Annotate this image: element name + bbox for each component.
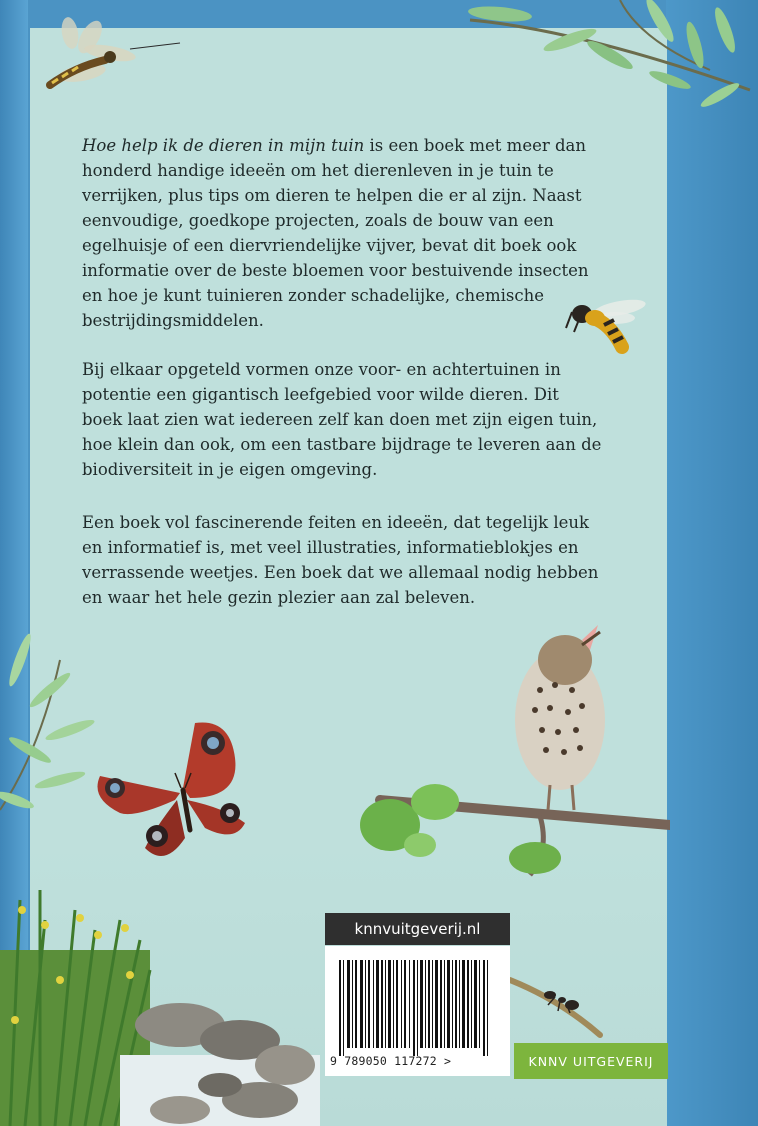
- peacock-butterfly-illustration: [95, 718, 250, 863]
- willow-leaves-left: [0, 620, 110, 820]
- description-paragraph-3: Een boek vol fascinerende feiten en ideeën, dat tegelijk leuk en informatief is, met veel illustraties, informatieblokjes en verrassende weetjes. Een boek dat we allemaal nodig hebben en waar het hele gezin plezier aan zal beleven.: [82, 513, 599, 607]
- paragraph-1-text: is een boek met meer dan honderd handige ideeën om het dierenleven in je tuin te verrijken, plus tips om dieren te helpen die er al zijn. Naast eenvoudige, goedkope projecten, zoals de bouw van een egelhuisje of een diervriendelijke vijver, bevat dit boek ook informatie over de beste bloemen voor bestuivende insecten en hoe je kunt tuinieren zonder schadelijke, chemische bestrijdingsmiddelen.: [82, 136, 589, 330]
- book-title-italic: Hoe help ik de dieren in mijn tuin: [82, 136, 365, 155]
- song-thrush-illustration: [350, 620, 670, 880]
- pond-stones-illustration: [120, 985, 320, 1126]
- frame-right: [666, 0, 758, 1126]
- isbn-digits: 9 789050 117272 >: [330, 1054, 452, 1068]
- publisher-badge: KNNV UITGEVERIJ: [514, 1043, 668, 1079]
- ant-on-twig-illustration: [510, 975, 610, 1045]
- willow-leaves-top-right: [460, 0, 758, 110]
- description-paragraph-1: [82, 133, 602, 333]
- dragonfly-illustration: [30, 5, 190, 95]
- description-paragraph-2: Bij elkaar opgeteld vormen onze voor- en achtertuinen in potentie een gigantisch leefgebied voor wilde dieren. Dit boek laat zien wat iedereen zelf kan doen met zijn eigen tuin, hoe klein dan ook, om een tastbare bijdrage te leveren aan de biodiversiteit in je eigen omgeving.: [82, 360, 602, 479]
- website-label: knnvuitgeverij.nl: [325, 913, 510, 945]
